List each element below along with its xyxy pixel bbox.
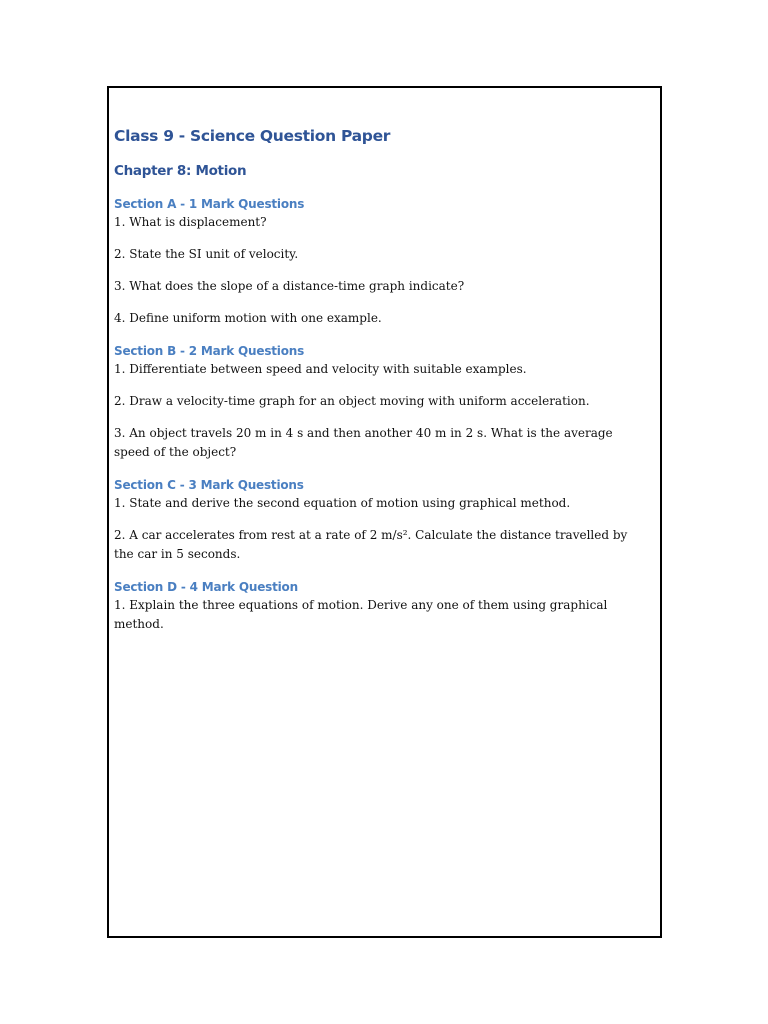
question-item: 4. Define uniform motion with one example. xyxy=(114,311,382,325)
section-c xyxy=(114,476,649,564)
question-item: 2. State the SI unit of velocity. xyxy=(114,247,299,261)
section-b xyxy=(114,342,649,462)
question-item: 2. A car accelerates from rest at a rate of 2 m/s². Calculate the distance travelled by the car in 5 seconds. xyxy=(114,528,628,561)
question-item: 1. Differentiate between speed and velocity with suitable examples. xyxy=(114,362,527,376)
section-a xyxy=(114,195,649,328)
document-content xyxy=(114,125,649,634)
page-border xyxy=(107,86,662,938)
section-heading: Section A - 1 Mark Questions xyxy=(114,197,305,211)
section-d xyxy=(114,578,649,634)
question-item: 1. State and derive the second equation of motion using graphical method. xyxy=(114,496,571,510)
section-heading: Section D - 4 Mark Question xyxy=(114,580,298,594)
chapter-title: Chapter 8: Motion xyxy=(114,163,247,179)
question-item: 3. What does the slope of a distance-time graph indicate? xyxy=(114,279,465,293)
question-item: 2. Draw a velocity-time graph for an object moving with uniform acceleration. xyxy=(114,394,590,408)
section-heading: Section B - 2 Mark Questions xyxy=(114,344,305,358)
section-heading: Section C - 3 Mark Questions xyxy=(114,478,304,492)
question-item: 1. What is displacement? xyxy=(114,215,267,229)
question-item: 1. Explain the three equations of motion. Derive any one of them using graphical method. xyxy=(114,598,608,631)
page-title: Class 9 - Science Question Paper xyxy=(114,127,391,145)
question-item: 3. An object travels 20 m in 4 s and then another 40 m in 2 s. What is the average speed of the object? xyxy=(114,426,613,459)
